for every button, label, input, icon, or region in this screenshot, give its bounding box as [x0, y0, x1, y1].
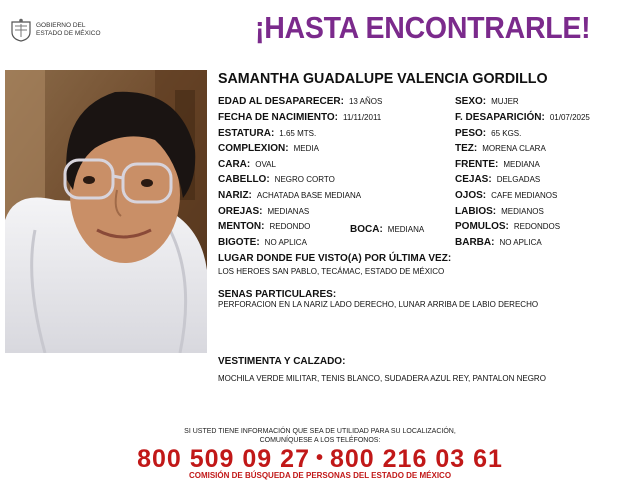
field-orejas: [218, 206, 309, 217]
field-value: MORENA CLARA: [482, 144, 546, 153]
field-label: PESO:: [455, 128, 487, 139]
field-estatura: [218, 128, 316, 139]
government-logo: [10, 18, 120, 44]
field-value: REDONDO: [269, 222, 311, 231]
phone-numbers: [0, 445, 640, 474]
last-seen-label: LUGAR DONDE FUE VISTO(A) POR ÚLTIMA VEZ:: [218, 253, 452, 264]
government-text: GOBIERNO DEL ESTADO DE MÉXICO: [36, 22, 101, 37]
field-value: 1.65 MTS.: [279, 129, 317, 138]
field-value: 13 AÑOS: [348, 97, 383, 106]
field-label: BOCA:: [350, 224, 383, 235]
field-menton: [218, 221, 310, 232]
field-boca: [350, 224, 424, 235]
contact-note: SI USTED TIENE INFORMACIÓN QUE SEA DE UTILIDAD PARA SU LOCALIZACIÓN, COMUNÍQUESE A LOS TELÉFONOS:: [184, 428, 456, 444]
distinguishing-marks-label: SENAS PARTICULARES:: [218, 289, 337, 300]
field-label: OJOS:: [455, 190, 487, 201]
field-frente: [455, 159, 540, 170]
field-ojos: [455, 190, 557, 201]
field-label: NARIZ:: [218, 190, 252, 201]
field-value: DELGADAS: [496, 175, 541, 184]
field-value: 65 KGS.: [491, 129, 522, 138]
field-label: POMULOS:: [455, 221, 509, 232]
field-sexo: [455, 96, 519, 107]
field-value: 01/07/2025: [549, 113, 590, 122]
field-barba: [455, 237, 542, 248]
field-labios: [455, 206, 544, 217]
state-seal-icon: [10, 18, 32, 42]
field-label: F. DESAPARICIÓN:: [455, 112, 545, 123]
field-desaparicion: [455, 112, 590, 123]
field-label: SEXO:: [455, 96, 487, 107]
person-name: SAMANTHA GUADALUPE VALENCIA GORDILLO: [218, 70, 548, 87]
field-value: MEDIA: [293, 144, 319, 153]
field-value: MEDIANAS: [267, 207, 310, 216]
agency-name: COMISIÓN DE BÚSQUEDA DE PERSONAS DEL ESTADO DE MÉXICO: [188, 471, 452, 480]
field-value: NO APLICA: [264, 238, 307, 247]
field-label: CABELLO:: [218, 174, 270, 185]
clothing-description: MOCHILA VERDE MILITAR, TENIS BLANCO, SUDADERA AZUL REY, PANTALON NEGRO: [218, 374, 546, 383]
field-value: REDONDOS: [513, 222, 561, 231]
field-pomulos: [455, 221, 560, 232]
field-label: COMPLEXION:: [218, 143, 289, 154]
field-edad: [218, 96, 382, 107]
field-value: OVAL: [255, 160, 276, 169]
separator-dot: •: [315, 447, 324, 469]
field-label: BIGOTE:: [218, 237, 260, 248]
field-bigote: [218, 237, 307, 248]
field-label: MENTON:: [218, 221, 265, 232]
field-value: MEDIANA: [503, 160, 540, 169]
field-label: CEJAS:: [455, 174, 492, 185]
field-label: OREJAS:: [218, 206, 263, 217]
field-value: MEDIANOS: [501, 207, 544, 216]
field-label: FRENTE:: [455, 159, 499, 170]
phone-number-1[interactable]: 800 509 09 27: [137, 445, 310, 473]
field-label: BARBA:: [455, 237, 495, 248]
field-peso: [455, 128, 521, 139]
field-cabello: [218, 174, 335, 185]
field-value: NEGRO CORTO: [274, 175, 335, 184]
field-label: CARA:: [218, 159, 251, 170]
field-value: MEDIANA: [387, 225, 425, 234]
field-value: CAFE MEDIANOS: [491, 191, 558, 200]
field-nacimiento: [218, 112, 381, 123]
field-cejas: [455, 174, 540, 185]
headline: ¡HASTA ENCONTRARLE!: [255, 10, 591, 45]
last-seen-location: LOS HEROES SAN PABLO, TECÁMAC, ESTADO DE MÉXICO: [218, 267, 445, 276]
field-label: ESTATURA:: [218, 128, 275, 139]
field-nariz: [218, 190, 361, 201]
field-label: FECHA DE NACIMIENTO:: [218, 112, 338, 123]
field-value: MUJER: [491, 97, 519, 106]
missing-person-photo: [5, 70, 207, 353]
field-complexion: [218, 143, 319, 154]
field-value: ACHATADA BASE MEDIANA: [256, 191, 362, 200]
clothing-label: VESTIMENTA Y CALZADO:: [218, 356, 346, 367]
field-label: LABIOS:: [455, 206, 497, 217]
field-tez: [455, 143, 546, 154]
field-label: EDAD AL DESAPARECER:: [218, 96, 344, 107]
portrait-image: [5, 70, 207, 353]
distinguishing-marks: PERFORACION EN LA NARIZ LADO DERECHO, LUNAR ARRIBA DE LABIO DERECHO: [218, 300, 539, 309]
phone-number-2[interactable]: 800 216 03 61: [330, 445, 503, 473]
field-cara: [218, 159, 276, 170]
field-label: TEZ:: [455, 143, 478, 154]
field-value: NO APLICA: [499, 238, 542, 247]
field-value: 11/11/2011: [343, 113, 382, 122]
